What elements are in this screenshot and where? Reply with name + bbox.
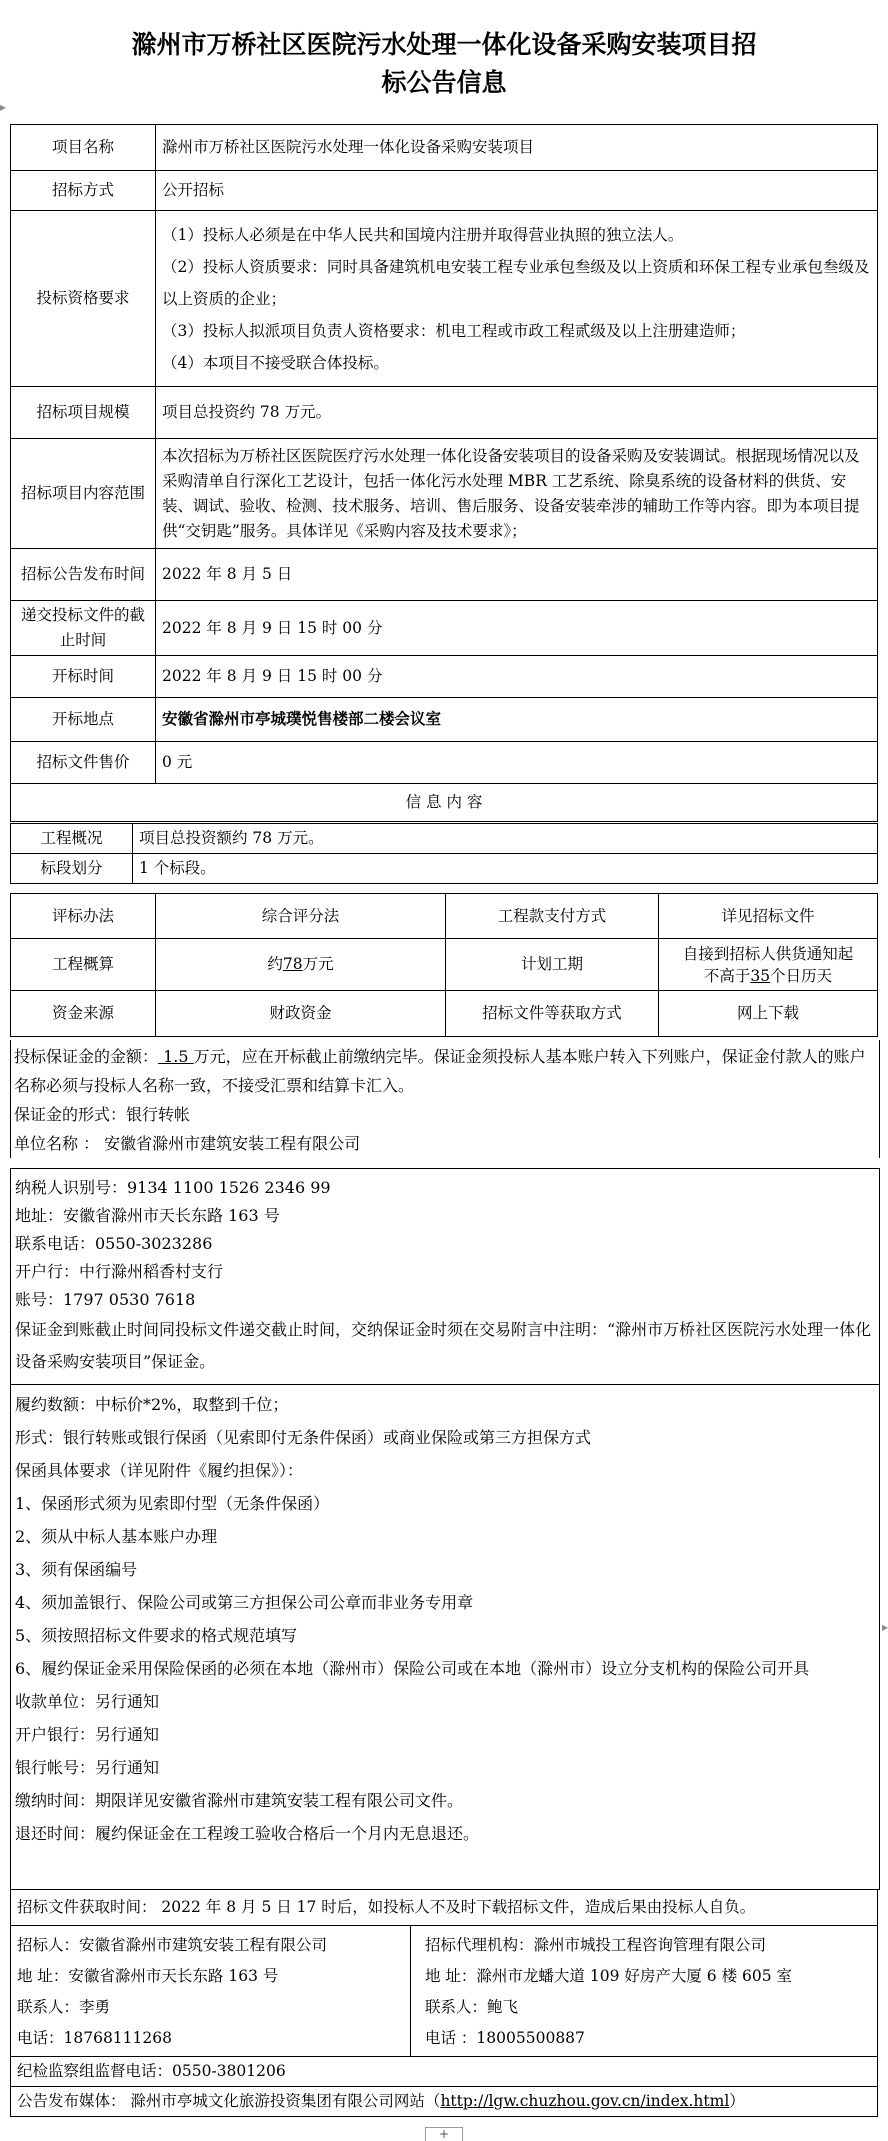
overview-table	[10, 823, 878, 884]
label: 开标地点	[11, 698, 156, 742]
perf-line: 履约数额：中标价*2%，取整到千位；	[15, 1395, 289, 1414]
perf-line: 5、须按照招标文件要求的格式规范填写	[15, 1626, 298, 1645]
value: 项目总投资额约 78 万元。	[133, 824, 878, 854]
row-contacts	[11, 1926, 878, 2057]
qualification-item: （3）投标人拟派项目负责人资格要求：机电工程或市政工程贰级及以上注册建造师；	[162, 321, 746, 340]
qualification-list	[156, 211, 878, 387]
value: 公开招标	[156, 171, 878, 211]
value: 详见招标文件	[659, 894, 878, 939]
page-marker-icon: ▸	[881, 1620, 888, 1634]
label: 评标办法	[11, 894, 156, 939]
budget-number: 78	[282, 955, 303, 973]
period-line-1: 自接到招标人供货通知起	[682, 944, 854, 963]
label: 工程概况	[11, 824, 133, 854]
perf-line: 2、须从中标人基本账户办理	[15, 1527, 218, 1546]
deposit-note: 万元，应在开标截止前缴纳完毕。保证金须投标人基本账户转入下列账户，保证金付款人的账户名称必须与投标人名称一致，不接受汇票和结算卡汇入。	[14, 1047, 866, 1095]
perf-line: 开户银行：另行通知	[15, 1725, 160, 1744]
value: 本次招标为万桥社区医院医疗污水处理一体化设备安装项目的设备采购及安装调试。根据现场情况以及采购清单自行深化工艺设计，包括一体化污水处理 MBR 工艺系统、除臭系统的设备材料的供货、安装、调试、验收、检测、技术服务、培训、售后服务、设备安装牵涉的辅助工作等内容。即为本项目提供“交钥匙”服务。具体详见《采购内容及技术要求》；	[156, 439, 878, 549]
deposit-form: 保证金的形式：银行转帐	[14, 1105, 191, 1124]
row-location	[11, 698, 878, 742]
label: 招标文件售价	[11, 742, 156, 784]
value: 项目总投资约 78 万元。	[156, 387, 878, 439]
perf-line: 银行帐号：另行通知	[15, 1758, 160, 1777]
row-scope	[11, 439, 878, 549]
row-scale	[11, 387, 878, 439]
row-eval	[11, 894, 878, 939]
bank-branch: 开户行：中行滁州稻香村支行	[15, 1262, 224, 1281]
value: 1 个标段。	[133, 854, 878, 884]
tenderer-phone: 电话：18768111268	[17, 2029, 172, 2047]
value: 2022 年 8 月 5 日	[156, 549, 878, 601]
perf-line: 形式：银行转账或银行保函（见索即付无条件保函）或商业保险或第三方担保方式	[15, 1428, 592, 1447]
value: 网上下载	[659, 991, 878, 1037]
media-link[interactable]: http://lgw.chuzhou.gov.cn/index.html	[440, 2092, 730, 2110]
row-publish	[11, 549, 878, 601]
publish-media	[11, 2087, 878, 2117]
row-media	[11, 2087, 878, 2117]
value: 安徽省滁州市亭城璞悦售楼部二楼会议室	[156, 698, 878, 742]
row-method	[11, 171, 878, 211]
tenderer-contact: 联系人：李勇	[17, 1998, 111, 2016]
deposit-unit: 单位名称 ： 安徽省滁州市建筑安装工程有限公司	[14, 1134, 361, 1153]
add-sheet-button[interactable]: +	[425, 2127, 463, 2141]
perf-line: 保函具体要求（详见附件《履约担保》）：	[15, 1461, 304, 1480]
perf-line: 收款单位：另行通知	[15, 1692, 160, 1711]
row-project-name	[11, 125, 878, 171]
label: 投标资格要求	[11, 211, 156, 387]
label: 资金来源	[11, 991, 156, 1037]
budget-prefix: 约	[267, 955, 283, 973]
title-line-1: 滁州市万桥社区医院污水处理一体化设备采购安装项目招	[131, 30, 757, 59]
row-sections	[11, 854, 878, 884]
row-budget	[11, 939, 878, 991]
agent-phone: 电话 ：18005500887	[425, 2029, 585, 2047]
value: 财政资金	[156, 991, 446, 1037]
page-title	[0, 26, 888, 102]
performance-bond-block	[10, 1383, 880, 1890]
bank-address: 地址：安徽省滁州市天长东路 163 号	[15, 1206, 280, 1225]
label: 工程款支付方式	[446, 894, 659, 939]
perf-line: 6、履约保证金采用保险保函的必须在本地（滁州市）保险公司或在本地（滁州市）设立分支机构的保险公司开具	[15, 1659, 810, 1678]
label: 招标项目内容范围	[11, 439, 156, 549]
obtain-time: 招标文件获取时间： 2022 年 8 月 5 日 17 时后，如投标人不及时下载招标文件，造成后果由投标人自负。	[11, 1890, 878, 1926]
title-line-2: 标公告信息	[381, 68, 507, 97]
budget-suffix: 万元	[302, 955, 334, 973]
label: 招标公告发布时间	[11, 549, 156, 601]
project-info-table	[10, 124, 878, 822]
row-qualification	[11, 211, 878, 387]
media-label: 公告发布媒体： 滁州市亭城文化旅游投资集团有限公司网站（	[17, 2092, 441, 2110]
period-line-2	[665, 965, 871, 987]
deposit-amount	[11, 1040, 879, 1100]
qualification-item: （1）投标人必须是在中华人民共和国境内注册并取得营业执照的独立法人。	[162, 225, 684, 244]
value: 综合评分法	[156, 894, 446, 939]
agent-address: 地 址：滁州市龙蟠大道 109 好房产大厦 6 楼 605 室	[425, 1967, 793, 1985]
period-number: 35	[750, 966, 771, 985]
value: 2022 年 8 月 9 日 15 时 00 分	[156, 601, 878, 656]
value: 0 元	[156, 742, 878, 784]
deposit-block	[10, 1040, 880, 1158]
contact-table	[10, 1889, 878, 2117]
label: 递交投标文件的截止时间	[11, 601, 156, 656]
supervision-phone: 纪检监察组监督电话：0550-3801206	[11, 2057, 878, 2087]
row-price	[11, 742, 878, 784]
deposit-deadline-note: 保证金到账截止时间同投标文件递交截止时间，交纳保证金时须在交易附言中注明：“滁州市万桥社区医院污水处理一体化设备采购安装项目”保证金。	[15, 1320, 872, 1371]
label: 开标时间	[11, 656, 156, 698]
agent-contact: 联系人：鲍飞	[425, 1998, 519, 2016]
row-supervision	[11, 2057, 878, 2087]
value	[659, 939, 878, 991]
label: 项目名称	[11, 125, 156, 171]
period-suffix: 个日历天	[770, 966, 833, 985]
media-close: ）	[729, 2092, 745, 2110]
row-open-time	[11, 656, 878, 698]
tenderer-info	[11, 1926, 411, 2057]
perf-line: 缴纳时间：期限详见安徽省滁州市建筑安装工程有限公司文件。	[15, 1791, 464, 1810]
value	[156, 939, 446, 991]
label: 计划工期	[446, 939, 659, 991]
agent-name: 招标代理机构：滁州市城投工程咨询管理有限公司	[425, 1936, 767, 1954]
bank-phone: 联系电话：0550-3023286	[15, 1234, 213, 1253]
value: 2022 年 8 月 9 日 15 时 00 分	[156, 656, 878, 698]
perf-line: 4、须加盖银行、保险公司或第三方担保公司公章而非业务专用章	[15, 1593, 474, 1612]
perf-line: 3、须有保函编号	[15, 1560, 138, 1579]
qualification-item: （2）投标人资质要求：同时具备建筑机电安装工程专业承包叁级及以上资质和环保工程专业承包叁级及以上资质的企业；	[162, 257, 870, 308]
agent-info	[411, 1926, 878, 2057]
label: 招标项目规模	[11, 387, 156, 439]
tenderer-address: 地 址：安徽省滁州市天长东路 163 号	[17, 1967, 279, 1985]
page-marker-icon: ▸	[0, 100, 7, 114]
label: 工程概算	[11, 939, 156, 991]
value: 滁州市万桥社区医院污水处理一体化设备采购安装项目	[156, 125, 878, 171]
info-header: 信 息 内 容	[11, 784, 878, 822]
label: 招标文件等获取方式	[446, 991, 659, 1037]
perf-line: 退还时间：履约保证金在工程竣工验收合格后一个月内无息退还。	[15, 1824, 480, 1843]
info-header-row	[11, 784, 878, 822]
period-prefix: 不高于	[703, 966, 751, 985]
evaluation-grid	[10, 893, 878, 1037]
label: 标段划分	[11, 854, 133, 884]
qualification-item: （4）本项目不接受联合体投标。	[162, 353, 389, 372]
deposit-label: 投标保证金的金额：	[14, 1047, 159, 1066]
label: 招标方式	[11, 171, 156, 211]
row-deadline	[11, 601, 878, 656]
row-overview	[11, 824, 878, 854]
bank-account: 账号：1797 0530 7618	[15, 1290, 196, 1309]
deposit-amount-value: 1.5	[158, 1047, 194, 1066]
bank-info-block	[10, 1168, 880, 1385]
tax-id: 纳税人识别号：9134 1100 1526 2346 99	[15, 1178, 331, 1197]
tenderer-name: 招标人：安徽省滁州市建筑安装工程有限公司	[17, 1936, 328, 1954]
perf-line: 1、保函形式须为见索即付型（无条件保函）	[15, 1494, 330, 1513]
row-fund	[11, 991, 878, 1037]
row-obtain-time	[11, 1890, 878, 1926]
